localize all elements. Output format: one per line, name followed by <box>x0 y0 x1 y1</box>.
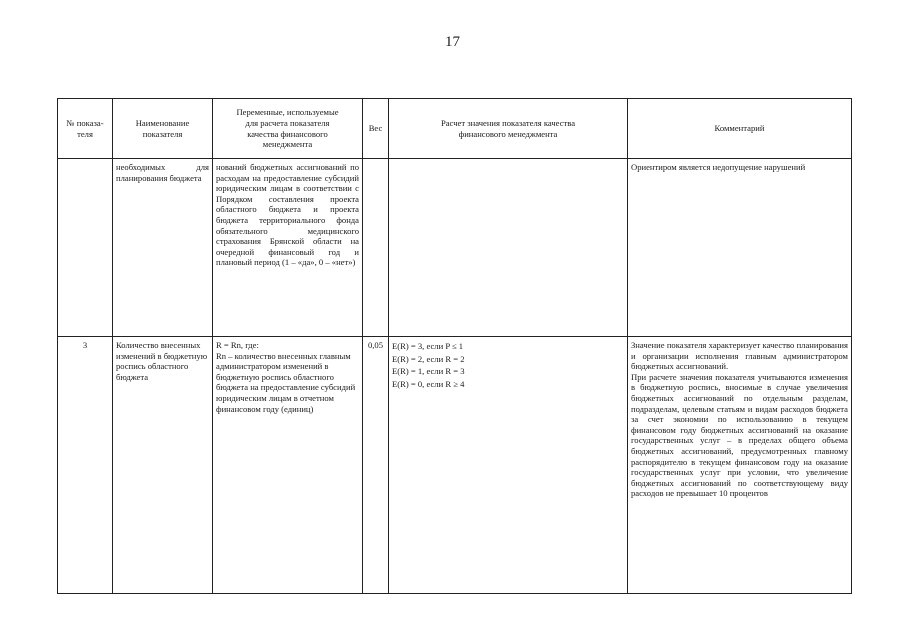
header-calculation: Расчет значения показателя качества финансового менеджмента <box>389 99 628 159</box>
table-header-row <box>58 99 852 159</box>
calc-rule: E(R) = 2, если R = 2 <box>392 353 465 364</box>
cell-comment <box>628 337 852 594</box>
calc-rule: E(R) = 0, если R ≥ 4 <box>392 378 465 389</box>
cell-calculation <box>389 159 628 337</box>
header-weight: Вес <box>363 99 389 159</box>
cell-indicator-name: Количество внесенных изменений в бюджетную роспись областного бюджета <box>113 337 213 594</box>
variable-definition: Rn – количество внесенных главным администратором изменений в бюджетную роспись областного бюджета на предоставление субсидий юридическим лицам в отчетном финансовом году (единиц) <box>216 350 356 414</box>
cell-weight <box>363 159 389 337</box>
cell-indicator-name: необходимых для планирования бюджета <box>113 159 213 337</box>
cell-variables: нований бюджетных ассигнований по расходам на предоставление субсидий юридическим лицам в соответствии с Порядком составления проекта областного бюджета и проекта бюджета территориального фонда обязательного медицинского страхования Брянской области на очередной финансовый год и плановый период (1 – «да», 0 – «нет») <box>213 159 363 337</box>
cell-weight: 0,05 <box>363 337 389 594</box>
header-variables: Переменные, используемые для расчета показателя качества финансового менеджмента <box>213 99 363 159</box>
comment-paragraph: При расчете значения показателя учитываются изменения в бюджетную роспись, вносимые в случае увеличения бюджетных ассигнований по отдельным разделам, подразделам, целевым статьям и видам расходов бюджета за счет экономии по использованию в текущем финансовом году бюджетных ассигнований на оказание государственных услуг – в пределах общего объема бюджетных ассигнований, предусмотренных главному распорядителю в текущем финансовом году на оказание государственных услуг при условии, что увеличение бюджетных ассигнований по соответствующему виду расходов не превышает 10 процентов <box>631 371 848 499</box>
comment-paragraph: Значение показателя характеризует качество планирования и организации исполнения главным администратором бюджетных ассигнований. <box>631 340 848 372</box>
variable-formula: R = Rn, где: <box>216 340 259 350</box>
cell-indicator-number <box>58 159 113 337</box>
table-row <box>58 159 852 337</box>
cell-indicator-number: 3 <box>58 337 113 594</box>
cell-variables <box>213 337 363 594</box>
cell-comment: Ориентиром является недопущение нарушений <box>628 159 852 337</box>
table-row <box>58 337 852 594</box>
cell-calculation <box>389 337 628 594</box>
indicator-table <box>57 98 852 594</box>
page-number: 17 <box>445 34 460 50</box>
calc-rule: E(R) = 1, если R = 3 <box>392 366 465 377</box>
calc-rule: E(R) = 3, если P ≤ 1 <box>392 341 464 351</box>
header-indicator-name: Наименование показателя <box>113 99 213 159</box>
header-indicator-number: № показа- теля <box>58 99 113 159</box>
header-comment: Комментарий <box>628 99 852 159</box>
